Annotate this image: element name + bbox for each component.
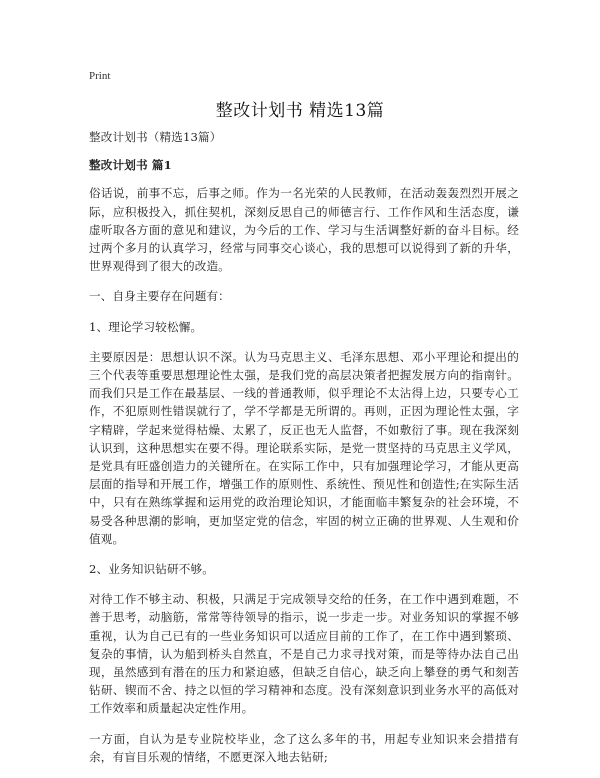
paragraph-one-aspect: 一方面，自认为是专业院校毕业，念了这么多年的书，用起专业知识来会措措有余，有盲目乐观的情绪，不愿更深入地去钻研;: [89, 731, 519, 764]
document-title: 整改计划书 精选13篇: [215, 101, 385, 121]
document-subtitle: 整改计划书（精选13篇）: [89, 130, 222, 144]
paragraph-reason: 主要原因是：思想认识不深。认为马克思主义、毛泽东思想、邓小平理论和提出的三个代表等重要思想理论性太强，是我们党的高层决策者把握发展方向的指南针。而我们只是工作在最基层、一线的普通教师，似乎理论不太沾得上边，只要专心工作，不犯原则性错误就行了，学不学都是无所谓的。再则，正因为理论性太强，字字精辟，学起来觉得枯燥、太累了，反正也无人监督，不如敷衍了事。现在我深刻认识到，这种思想实在要不得。理论联系实际，是党一贯坚持的马克思主义学风，是党具有旺盛创造力的关键所在。在实际工作中，只有加强理论学习，才能从更高层面的指导和开展工作，增强工作的原则性、系统性、预见性和创造性;在实际生活中，只有在熟练掌握和运用党的政治理论知识，才能面临丰繁复杂的社会环境，不易受各种思潮的影响，更加坚定党的信念，牢固的树立正确的世界观、人生观和价值观。: [89, 349, 519, 546]
paragraph-problems-heading: 一、自身主要存在问题有：: [89, 289, 230, 304]
paragraph-intro: 俗话说，前事不忘，后事之师。作为一名光荣的人民教师，在活动轰轰烈烈开展之际，应积极投入，抓住契机，深刻反思自己的师德言行、工作作风和生活态度，谦虚听取各方面的意见和建议，为今后的工作、学习与生活调整好新的奋斗目标。经过两个多月的认真学习，经常与同事交心谈心，我的思想可以说得到了新的升华，世界观得到了很大的改造。: [89, 186, 519, 274]
section-heading: 整改计划书 篇1: [89, 158, 172, 173]
print-label[interactable]: Print: [89, 70, 111, 82]
paragraph-item-2: 2、业务知识钻研不够。: [89, 562, 214, 577]
paragraph-item-1: 1、理论学习较松懈。: [89, 319, 203, 334]
document-body: [89, 128, 519, 778]
paragraph-work-attitude: 对待工作不够主动、积极，只满足于完成领导交给的任务，在工作中遇到难题，不善于思考，动脑筋，常常等待领导的指示，说一步走一步。对业务知识的掌握不够重视，认为自己已有的一些业务知识可以适应目前的工作了，在工作中遇到繁琐、复杂的事情，认为船到桥头自然直，不是自己力求寻找对策，而是等待办法自己出现，虽然感到有潜在的压力和紧迫感，但缺乏自信心，缺乏向上攀登的勇气和刻苦钻研、锲而不舍、持之以恒的学习精神和态度。没有深刻意识到业务水平的高低对工作效率和质量起决定性作用。: [89, 592, 519, 716]
